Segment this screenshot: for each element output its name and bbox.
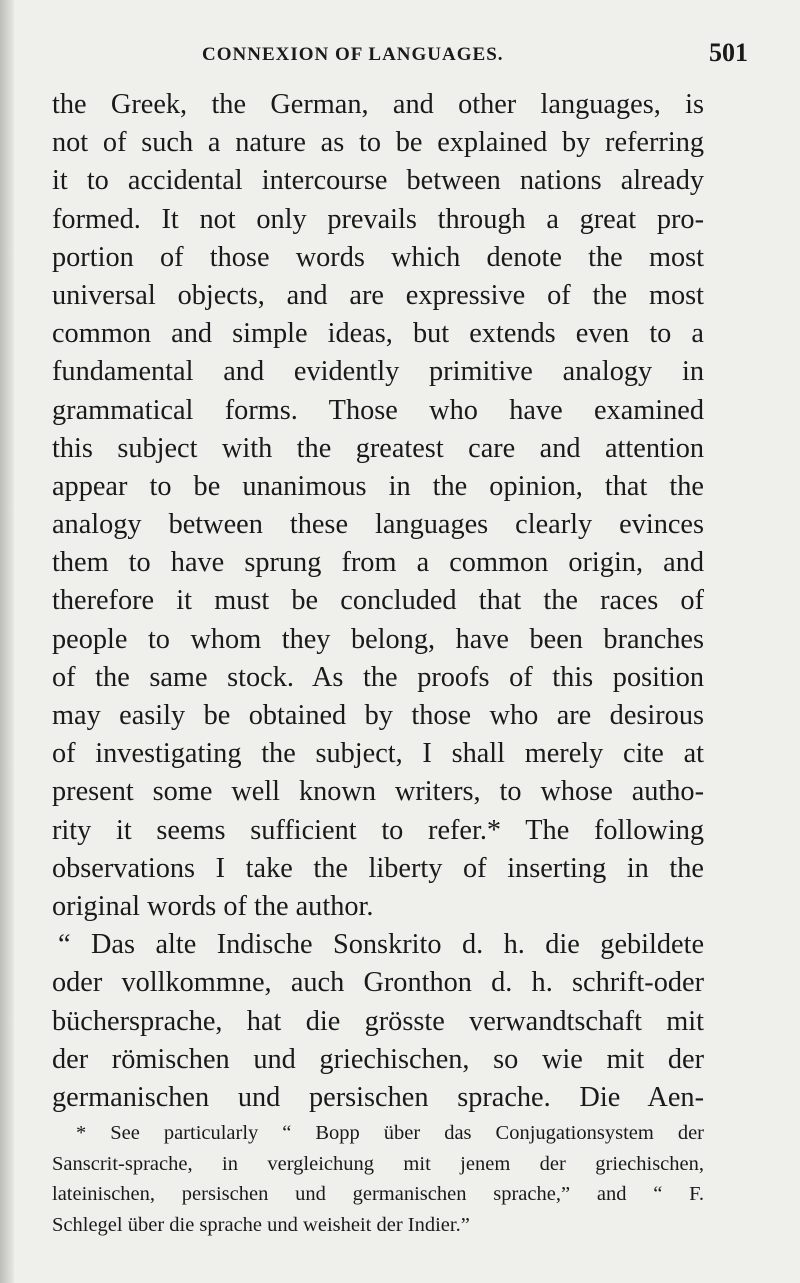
text-line: rity it seems sufficient to refer.* The following (52, 814, 704, 846)
text-line: grammatical forms. Those who have examined (52, 394, 704, 426)
text-line: observations I take the liberty of inserting in the (52, 852, 704, 884)
page-header (52, 38, 748, 78)
text-line: of investigating the subject, I shall merely cite at (52, 738, 704, 770)
text-line: portion of those words which denote the most (52, 241, 704, 273)
text-line: it to accidental intercourse between nations already (52, 165, 704, 197)
text-line: analogy between these languages clearly evinces (52, 509, 704, 541)
footnote-line: lateinischen, persischen und germanischen sprache,” and “ F. (52, 1183, 704, 1205)
text-line: them to have sprung from a common origin, and (52, 547, 704, 579)
text-line: this subject with the greatest care and attention (52, 432, 704, 464)
running-head: CONNEXION OF LANGUAGES. (202, 44, 504, 65)
text-line: common and simple ideas, but extends even to a (52, 318, 704, 350)
text-line: not of such a nature as to be explained by referring (52, 127, 704, 159)
text-line: of the same stock. As the proofs of this position (52, 661, 704, 693)
text-line: universal objects, and are expressive of the most (52, 279, 704, 311)
text-line: therefore it must be concluded that the races of (52, 585, 704, 617)
text-line: people to whom they belong, have been branches (52, 623, 704, 655)
quotation-line: büchersprache, hat die grösste verwandtschaft mit (52, 1005, 704, 1037)
text-line: the Greek, the German, and other languages, is (52, 89, 704, 120)
text-line: appear to be unanimous in the opinion, that the (52, 470, 704, 502)
text-line: formed. It not only prevails through a great pro- (52, 203, 704, 235)
text-line: present some well known writers, to whose autho- (52, 776, 704, 808)
text-line: may easily be obtained by those who are desirous (52, 700, 704, 731)
footnote (52, 1118, 704, 1240)
quotation-line: germanischen und persischen sprache. Die Aen- (52, 1081, 704, 1113)
page-gutter (0, 0, 14, 1283)
footnote-line: * See particularly “ Bopp über das Conjugationsystem der (76, 1122, 704, 1144)
page-number: 501 (709, 38, 748, 67)
quotation-line: “ Das alte Indische Sonskrito d. h. die gebildete (58, 929, 704, 961)
footnote-line: Sanscrit-sprache, in vergleichung mit jenem der griechischen, (52, 1152, 704, 1175)
text-line: fundamental and evidently primitive analogy in (52, 356, 704, 388)
quotation-line: der römischen und griechischen, so wie mit der (52, 1043, 704, 1075)
body-text (52, 86, 704, 1117)
quotation-line: oder vollkommne, auch Gronthon d. h. schrift-oder (52, 967, 704, 999)
footnote-line: Schlegel über die sprache und weisheit der Indier.” (52, 1213, 470, 1236)
text-line: original words of the author. (52, 890, 374, 922)
